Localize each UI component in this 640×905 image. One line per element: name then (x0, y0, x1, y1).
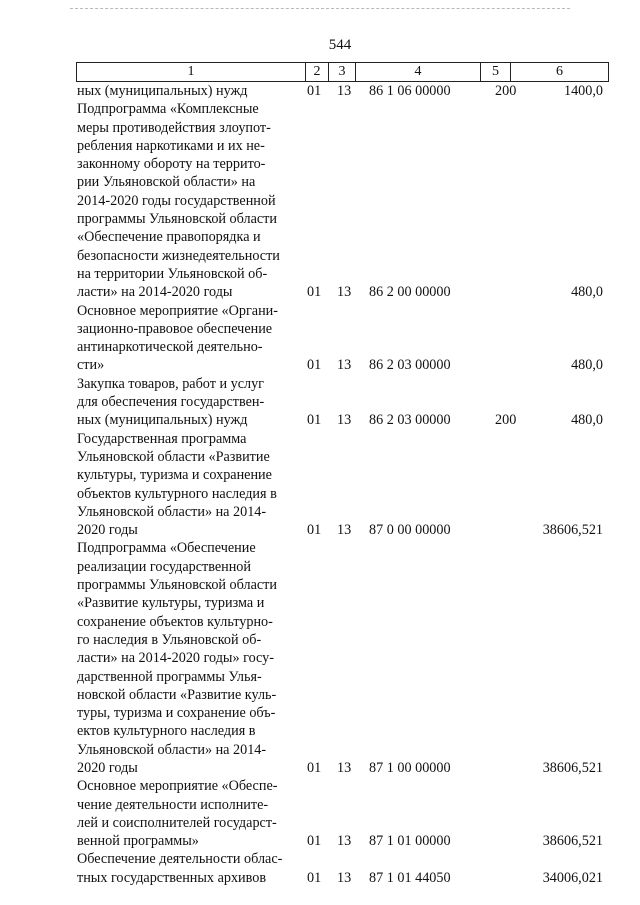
table-row (77, 850, 607, 887)
row-subsection: 13 (337, 833, 352, 850)
row-amount: 480,0 (571, 357, 603, 374)
header-col-3: 3 (329, 63, 356, 81)
row-expense-type: 200 (495, 83, 517, 99)
top-scan-rule (70, 8, 570, 9)
row-name: Обеспечение деятельности облас- тных государственных архивов (77, 851, 283, 886)
row-name: ных (муниципальных) нужд (77, 83, 248, 99)
row-subsection: 13 (337, 869, 352, 886)
table-header (76, 62, 609, 82)
row-amount: 480,0 (571, 284, 603, 301)
row-section: 01 (307, 869, 322, 886)
row-target-code: 86 2 03 00000 (369, 412, 451, 429)
row-name: Подпрограмма «Комплексные меры противодействия злоупот- ребления наркотиками и их не- законному обороту на террито- рии Ульяновской области» на 2014-2020 годы государственной программы Ульяновской области «Обеспечение правопорядка и безопасности жизнедеятельности на территории Ульяновской об- ласти» на 2014-2020 годы (77, 101, 280, 301)
row-target-code: 86 2 00 00000 (369, 284, 451, 301)
table-body (77, 82, 607, 887)
row-section: 01 (307, 83, 322, 99)
row-amount: 1400,0 (563, 83, 603, 99)
row-subsection: 13 (337, 357, 352, 374)
row-target-code: 86 2 03 00000 (369, 357, 451, 374)
header-col-2: 2 (306, 63, 329, 81)
row-name: Государственная программа Ульяновской области «Развитие культуры, туризма и сохранение объектов культурного наследия в Ульяновской области» на 2014- 2020 годы (77, 430, 277, 539)
row-amount: 34006,021 (542, 869, 603, 886)
row-subsection: 13 (337, 412, 352, 429)
row-target-code: 87 1 01 44050 (369, 869, 451, 886)
row-subsection: 13 (337, 83, 352, 99)
header-col-5: 5 (481, 63, 511, 81)
table-row (77, 539, 607, 777)
row-section: 01 (307, 522, 322, 539)
row-name: Подпрограмма «Обеспечение реализации государственной программы Ульяновской области «Развитие культуры, туризма и сохранение объектов культурно- го наследия в Ульяновской об- ласти» на 2014-2020 годы» госу- дарственной программы Улья- новской области «Развитие куль- туры, туризма и сохранение объ- ектов культурного наследия в Ульяновской области» на 2014- 2020 годы (77, 540, 277, 776)
row-amount: 38606,521 (542, 759, 603, 776)
row-subsection: 13 (337, 522, 352, 539)
row-target-code: 86 1 06 00000 (369, 83, 451, 99)
row-expense-type: 200 (495, 412, 517, 429)
row-target-code: 87 1 00 00000 (369, 759, 451, 776)
row-amount: 38606,521 (542, 833, 603, 850)
row-target-code: 87 1 01 00000 (369, 833, 451, 850)
header-col-4: 4 (356, 63, 481, 81)
row-amount: 480,0 (571, 412, 603, 429)
table-row (77, 375, 607, 430)
row-section: 01 (307, 284, 322, 301)
row-section: 01 (307, 759, 322, 776)
header-col-6: 6 (556, 64, 563, 79)
table-row (77, 777, 607, 850)
row-section: 01 (307, 412, 322, 429)
row-target-code: 87 0 00 00000 (369, 522, 451, 539)
table-row (77, 82, 607, 100)
table-row (77, 302, 607, 375)
row-section: 01 (307, 833, 322, 850)
row-section: 01 (307, 357, 322, 374)
row-name: Основное мероприятие «Органи- зационно-правовое обеспечение антинаркотической деятельно- сти» (77, 302, 278, 374)
row-subsection: 13 (337, 759, 352, 776)
table-row (77, 100, 607, 301)
row-name: Закупка товаров, работ и услуг для обеспечения государствен- ных (муниципальных) нужд (77, 375, 265, 429)
row-subsection: 13 (337, 284, 352, 301)
table-row (77, 430, 607, 540)
row-name: Основное мероприятие «Обеспе- чение деятельности исполните- лей и соисполнителей государст- венной программы» (77, 778, 278, 850)
row-amount: 38606,521 (542, 522, 603, 539)
page-number: 544 (328, 37, 352, 53)
header-col-1: 1 (77, 63, 306, 81)
